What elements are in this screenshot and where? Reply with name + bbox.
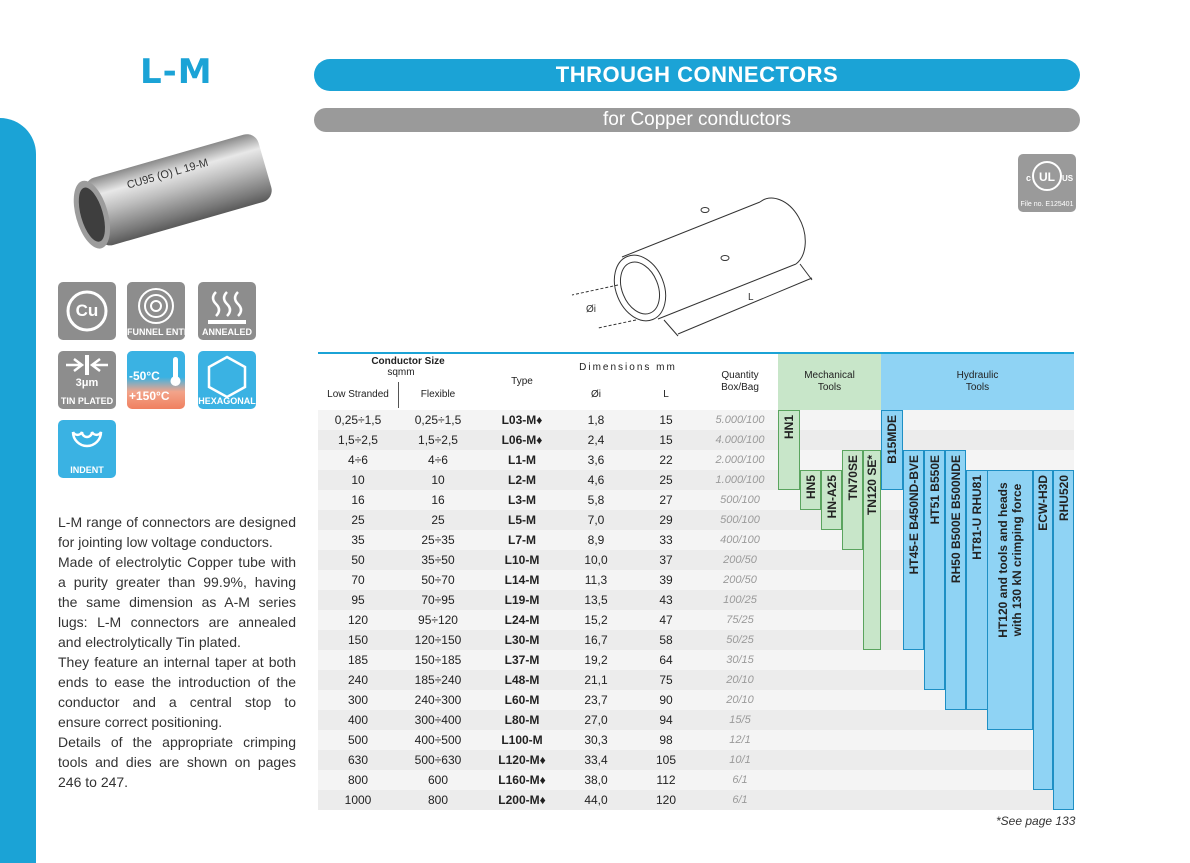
tin-plated-icon: 3μm TIN PLATED [58,351,116,409]
dimensions-header: Dimensions mm [579,362,677,373]
tool-label: HT81-U RHU81 [970,475,984,560]
table-cell: 100/25 [723,594,757,606]
table-cell: 35 [351,533,365,547]
hydraulic-tool-bar [1033,470,1053,790]
table-cell: 1000 [344,793,372,807]
table-cell: 300 [347,693,369,707]
tool-label: RHU520 [1056,475,1071,522]
table-cell: 500/100 [720,494,760,506]
table-cell: 33 [659,533,673,547]
description-paragraph: They feature an internal taper at both ends to ease the introduction of the conductor and a central stop to ensure correct positioning. [58,654,296,730]
table-cell: 185÷240 [414,673,462,687]
indent-icon: INDENT [58,420,116,478]
table-cell: 1,5÷2,5 [338,433,378,447]
page-subtitle: for Copper conductors [314,108,1080,132]
tool-label: HN-A25 [824,475,839,519]
table-cell: 75/25 [726,614,754,626]
table-cell: 105 [655,753,677,767]
svg-text:UL: UL [1039,170,1055,184]
copper-icon: Cu [58,282,116,340]
table-cell: L19-M [504,593,540,607]
table-cell: L120-M♦ [498,753,546,767]
table-cell: 19,2 [584,653,608,667]
table-cell: 400÷500 [414,733,462,747]
table-cell: L5-M [508,513,536,527]
sqmm-header: sqmm [387,367,415,378]
table-cell: 38,0 [584,773,608,787]
table-cell: 23,7 [584,693,608,707]
hydraulic-header: Hydraulic [956,370,999,381]
hydraulic-tool-bar [924,450,945,690]
mechanical-tool-bar [821,470,842,530]
annealed-icon: ANNEALED [198,282,256,340]
conductor-size-header: Conductor Size [371,356,445,367]
product-table [318,352,1074,810]
table-cell: 94 [659,713,673,727]
ul-certification-logo [1018,154,1076,212]
table-cell: L24-M [504,613,540,627]
mechanical-header: Mechanical [804,370,855,381]
table-cell: 500/100 [720,514,760,526]
table-cell: 11,3 [584,573,608,587]
svg-text:c: c [1026,173,1032,183]
tool-label: HT120 and tools and heads with 130 kN crimping force [996,482,1024,638]
footnote: *See page 133 [996,814,1076,828]
side-accent-bar [0,118,36,863]
table-cell: 98 [659,733,673,747]
table-cell: 22 [659,453,673,467]
table-cell: 50/25 [726,634,754,646]
tool-label: TN70SE [845,455,860,501]
table-cell: 1,8 [587,413,605,427]
mechanical-tool-bar [863,450,881,650]
table-cell: 500 [347,733,369,747]
table-cell: 5,8 [587,493,605,507]
flexible-header: Flexible [420,389,456,400]
table-cell: 120 [347,613,369,627]
table-cell: 200/50 [723,554,757,566]
table-row [318,750,1074,770]
table-row [318,430,1074,450]
table-cell: 15 [659,433,673,447]
table-cell: 600 [427,773,449,787]
page-title: THROUGH CONNECTORS [314,59,1080,91]
hexagonal-icon: HEXAGONAL [198,351,256,409]
quantity-header: Quantity [721,370,759,381]
svg-text:US: US [1062,174,1074,183]
table-cell: 25 [351,513,365,527]
table-cell: 2.000/100 [715,454,765,466]
table-cell: 240 [347,673,369,687]
product-photo [58,118,290,260]
table-cell: 15/5 [729,714,751,726]
table-cell: 44,0 [584,793,608,807]
ul-file-number: File no. E125401 [1020,201,1074,208]
low-stranded-header: Low Stranded [327,389,389,400]
table-cell: 6/1 [732,794,748,806]
table-row [318,770,1074,790]
table-cell: L30-M [504,633,540,647]
table-cell: 10 [351,473,365,487]
table-cell: 10 [431,473,445,487]
table-cell: 4.000/100 [715,434,765,446]
table-cell: 29 [659,513,673,527]
table-row [318,710,1074,730]
table-cell: L3-M [508,493,536,507]
table-cell: 240÷300 [414,693,462,707]
table-cell: L100-M [501,733,543,747]
hydraulic-tool-bar [966,470,988,710]
table-cell: 6/1 [732,774,748,786]
type-header: Type [511,376,533,387]
table-cell: 33,4 [584,753,608,767]
table-cell: 75 [659,673,673,687]
hydraulic-tool-bar [881,410,903,490]
table-cell: 21,1 [584,673,608,687]
table-cell: L60-M [504,693,540,707]
table-cell: 25÷35 [421,533,455,547]
table-cell: 50÷70 [421,573,455,587]
table-cell: 4,6 [587,473,605,487]
table-cell: 27 [659,493,673,507]
description-paragraph: Made of electrolytic Copper tube with a purity greater than 99.9%, having the same dimension as A-M series lugs: L-M connectors are annealed and electrolytically Tin plated. [58,554,296,650]
table-cell: 150 [347,633,369,647]
table-cell: 200/50 [723,574,757,586]
tool-label: HN5 [803,475,818,500]
table-cell: 95÷120 [418,613,458,627]
table-cell: L37-M [504,653,540,667]
tool-label: TN120 SE* [865,455,879,516]
table-cell: 120 [655,793,677,807]
table-cell: 16 [431,493,445,507]
table-cell: L200-M♦ [498,793,546,807]
length-label: L [748,292,754,303]
table-cell: 13,5 [584,593,608,607]
table-cell: 39 [659,573,673,587]
table-cell: 25 [431,513,445,527]
table-cell: L48-M [504,673,540,687]
table-row [318,790,1074,810]
table-cell: 20/10 [726,694,754,706]
table-cell: 30,3 [584,733,608,747]
hydraulic-tool-bar [1053,470,1074,810]
table-cell: 47 [659,613,673,627]
table-cell: 20/10 [726,674,754,686]
table-cell: 120÷150 [414,633,462,647]
table-cell: 90 [659,693,673,707]
table-cell: 1,5÷2,5 [418,433,458,447]
table-cell: 300÷400 [414,713,462,727]
temperature-icon: -50°C +150°C [127,351,185,409]
series-logo: L-M [140,52,213,92]
table-cell: 150÷185 [414,653,462,667]
table-cell: 70 [351,573,365,587]
table-cell: L06-M♦ [501,433,543,447]
table-cell: 16,7 [584,633,608,647]
table-row [318,410,1074,430]
table-cell: 3,6 [587,453,605,467]
l-header: L [663,389,669,400]
table-cell: 2,4 [587,433,605,447]
funnel-entry-icon: FUNNEL ENTRY [127,282,185,340]
table-cell: 27,0 [584,713,608,727]
table-cell: 15 [659,413,673,427]
table-cell: 8,9 [587,533,605,547]
description-paragraph: L-M range of connectors are designed for jointing low voltage conductors. [58,514,296,550]
table-cell: 0,25÷1,5 [414,413,462,427]
table-cell: 10,0 [584,553,608,567]
mechanical-tool-bar [842,450,863,550]
table-cell: 800 [427,793,449,807]
tool-label: HT45-E B450ND-BVE [906,455,921,575]
hydraulic-tool-bar [987,470,1033,730]
table-cell: L2-M [508,473,536,487]
table-cell: 37 [659,553,673,567]
diameter-label: Øi [586,304,596,315]
product-marking: CU95 (O) L 19-M [125,156,210,192]
table-cell: L14-M [504,573,540,587]
table-cell: 10/1 [729,754,751,766]
table-cell: L1-M [508,453,536,467]
table-cell: 58 [659,633,673,647]
table-cell: 15,2 [584,613,608,627]
header-top-rule [318,352,1074,354]
table-cell: 400 [347,713,369,727]
mechanical-tools-header: Tools [817,382,842,393]
table-cell: 500÷630 [414,753,462,767]
table-cell: L160-M♦ [498,773,546,787]
table-cell: 185 [347,653,369,667]
table-cell: 70÷95 [421,593,455,607]
table-cell: 30/15 [726,654,754,666]
table-cell: 12/1 [729,734,751,746]
table-cell: 800 [347,773,369,787]
tool-label: ECW-H3D [1036,475,1050,531]
box-bag-header: Box/Bag [721,382,759,393]
product-description [58,512,296,792]
di-header: Øi [591,389,601,400]
table-cell: 112 [656,773,676,787]
table-cell: 25 [659,473,673,487]
hydraulic-tool-bar [903,450,924,650]
table-cell: 5.000/100 [715,414,765,426]
table-cell: 16 [351,493,365,507]
table-row [318,730,1074,750]
table-cell: 400/100 [720,534,760,546]
table-cell: 35÷50 [421,553,455,567]
tool-label: RH50 B500E B500NDE [948,455,963,584]
tool-label: B15MDE [885,415,899,464]
hydraulic-tools-header: Tools [965,382,990,393]
table-cell: 630 [347,753,369,767]
tool-label: HN1 [782,415,796,440]
table-cell: 4÷6 [348,453,368,467]
table-cell: 1.000/100 [715,474,765,486]
table-cell: L10-M [504,553,540,567]
table-cell: L03-M♦ [501,413,543,427]
table-cell: 95 [351,593,365,607]
table-cell: L80-M [504,713,540,727]
mechanical-tool-bar [800,470,821,510]
mechanical-tool-bar [778,410,800,490]
table-cell: L7-M [508,533,536,547]
description-paragraph: Details of the appropriate crimping tools and dies are shown on pages 246 to 247. [58,734,296,790]
table-cell: 64 [659,653,673,667]
table-cell: 0,25÷1,5 [334,413,382,427]
table-cell: 43 [659,593,673,607]
table-cell: 4÷6 [428,453,448,467]
tool-label: HT51 B550E [927,455,942,525]
connector-diagram [560,160,820,340]
table-cell: 7,0 [587,513,605,527]
table-cell: 50 [351,553,365,567]
hydraulic-tool-bar [945,450,966,710]
